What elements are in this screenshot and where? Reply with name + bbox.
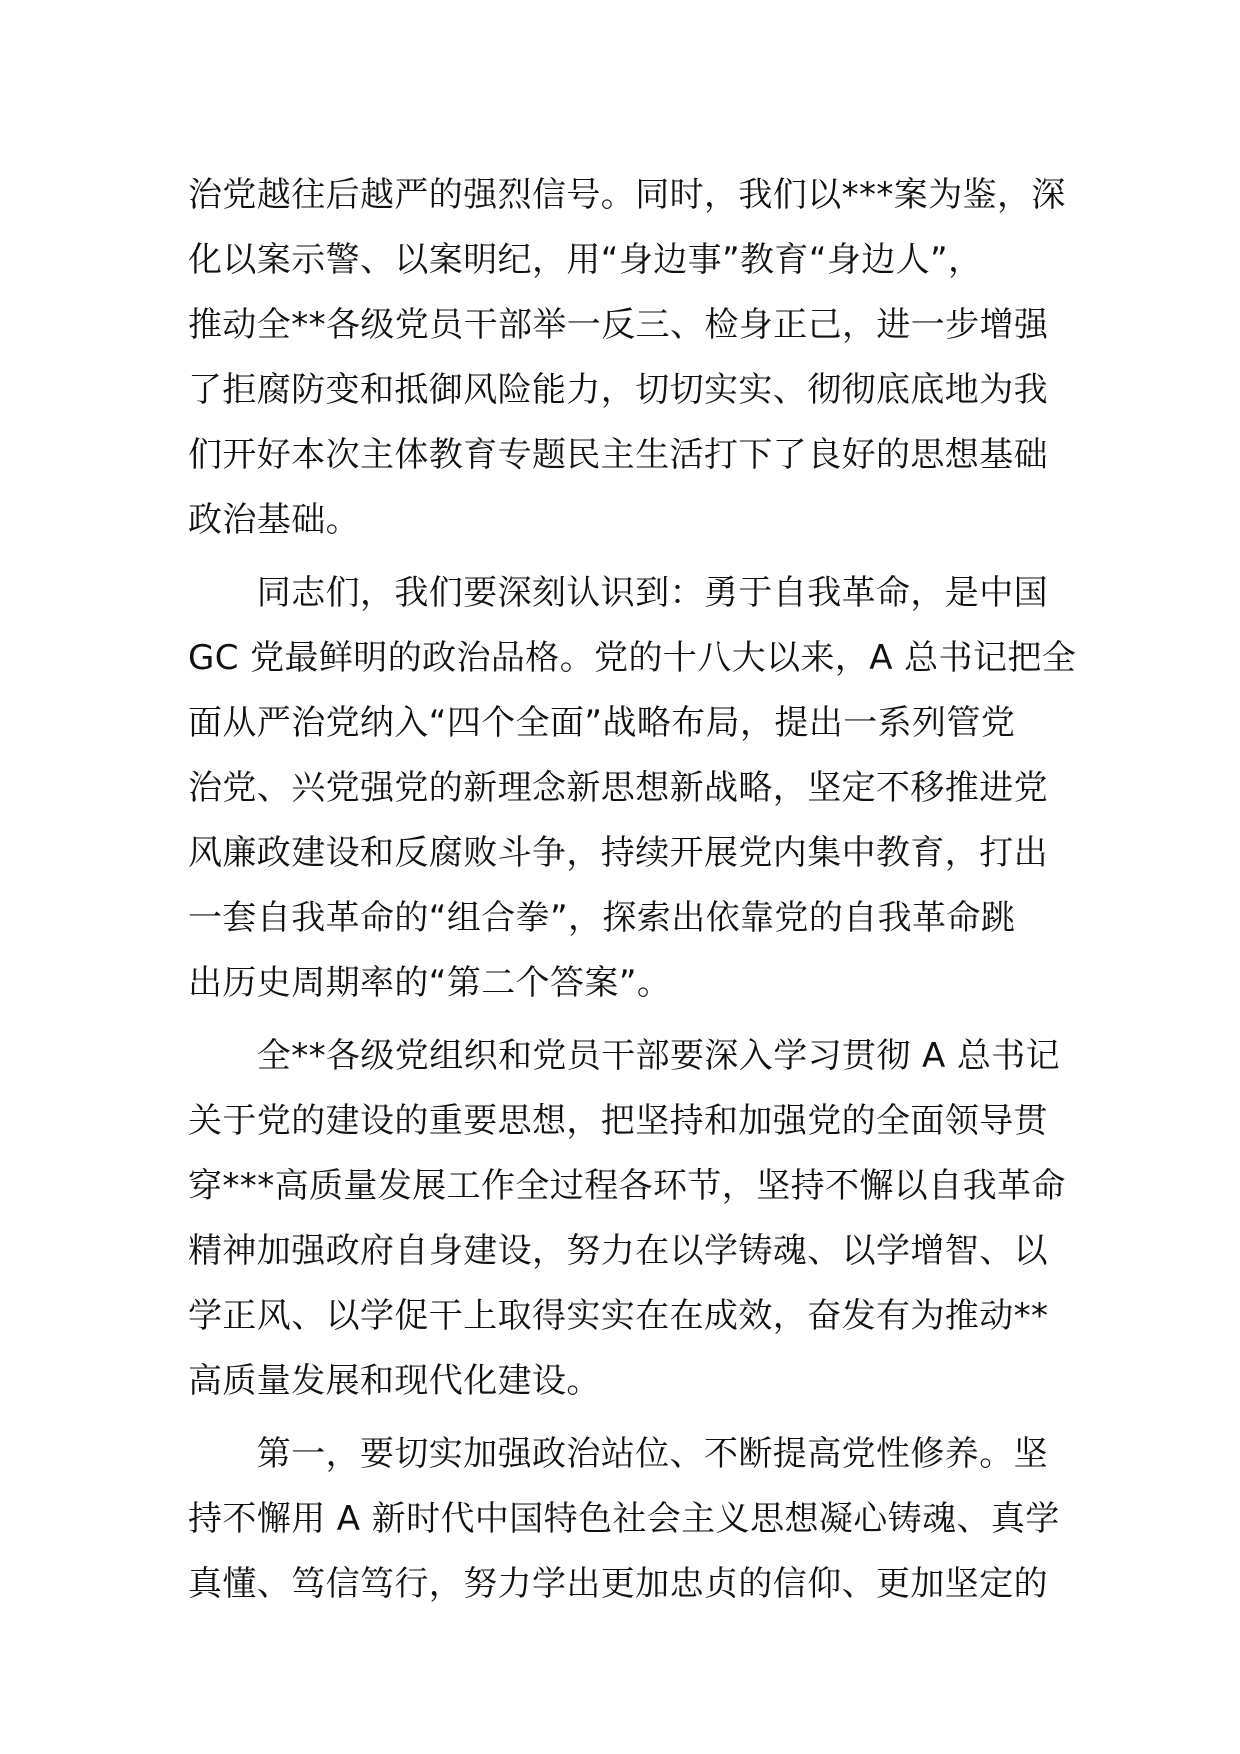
paragraph-1	[188, 163, 1066, 553]
text-line: 关于党的建设的重要思想，把坚持和加强党的全面领导贯	[188, 1101, 1048, 1141]
text-line: 推动全**各级党员干部举一反三、检身正己，进一步增强	[188, 305, 1049, 345]
text-line: 精神加强政府自身建设，努力在以学铸魂、以学增智、以	[188, 1231, 1048, 1271]
text-line: 风廉政建设和反腐败斗争，持续开展党内集中教育，打出	[188, 833, 1048, 873]
text-line: 第一，要切实加强政治站位、不断提高党性修养。坚	[188, 1434, 1048, 1474]
text-line: 同志们，我们要深刻认识到：勇于自我革命，是中国	[188, 573, 1048, 613]
text-line: 出历史周期率的“第二个答案”。	[188, 963, 672, 1003]
paragraph-3	[188, 1024, 1066, 1414]
text-line: 真懂、笃信笃行，努力学出更加忠贞的信仰、更加坚定的	[188, 1564, 1048, 1604]
paragraph-2	[188, 561, 1077, 1016]
text-line: 面从严治党纳入“四个全面”战略布局，提出一系列管党	[188, 703, 1016, 743]
text-line: 学正风、以学促干上取得实实在在成效，奋发有为推动**	[188, 1296, 1049, 1336]
text-line: 政治基础。	[188, 500, 360, 540]
text-line: 全**各级党组织和党员干部要深入学习贯彻 A 总书记	[188, 1036, 1061, 1076]
paragraph-4	[188, 1422, 1060, 1617]
text-line: 化以案示警、以案明纪，用“身边事”教育“身边人”，	[188, 240, 983, 280]
text-line: 穿***高质量发展工作全过程各环节，坚持不懈以自我革命	[188, 1166, 1066, 1206]
text-line: GC 党最鲜明的政治品格。党的十八大以来，A 总书记把全	[188, 638, 1077, 678]
text-line: 了拒腐防变和抵御风险能力，切切实实、彻彻底底地为我	[188, 370, 1048, 410]
text-line: 们开好本次主体教育专题民主生活打下了良好的思想基础	[188, 435, 1048, 475]
document-body	[188, 163, 1077, 1625]
text-line: 高质量发展和现代化建设。	[188, 1361, 601, 1401]
text-line: 治党越往后越严的强烈信号。同时，我们以***案为鉴，深	[188, 175, 1066, 215]
text-line: 治党、兴党强党的新理念新思想新战略，坚定不移推进党	[188, 768, 1048, 808]
text-line: 一套自我革命的“组合拳”，探索出依靠党的自我革命跳	[188, 898, 1016, 938]
text-line: 持不懈用 A 新时代中国特色社会主义思想凝心铸魂、真学	[188, 1499, 1060, 1539]
